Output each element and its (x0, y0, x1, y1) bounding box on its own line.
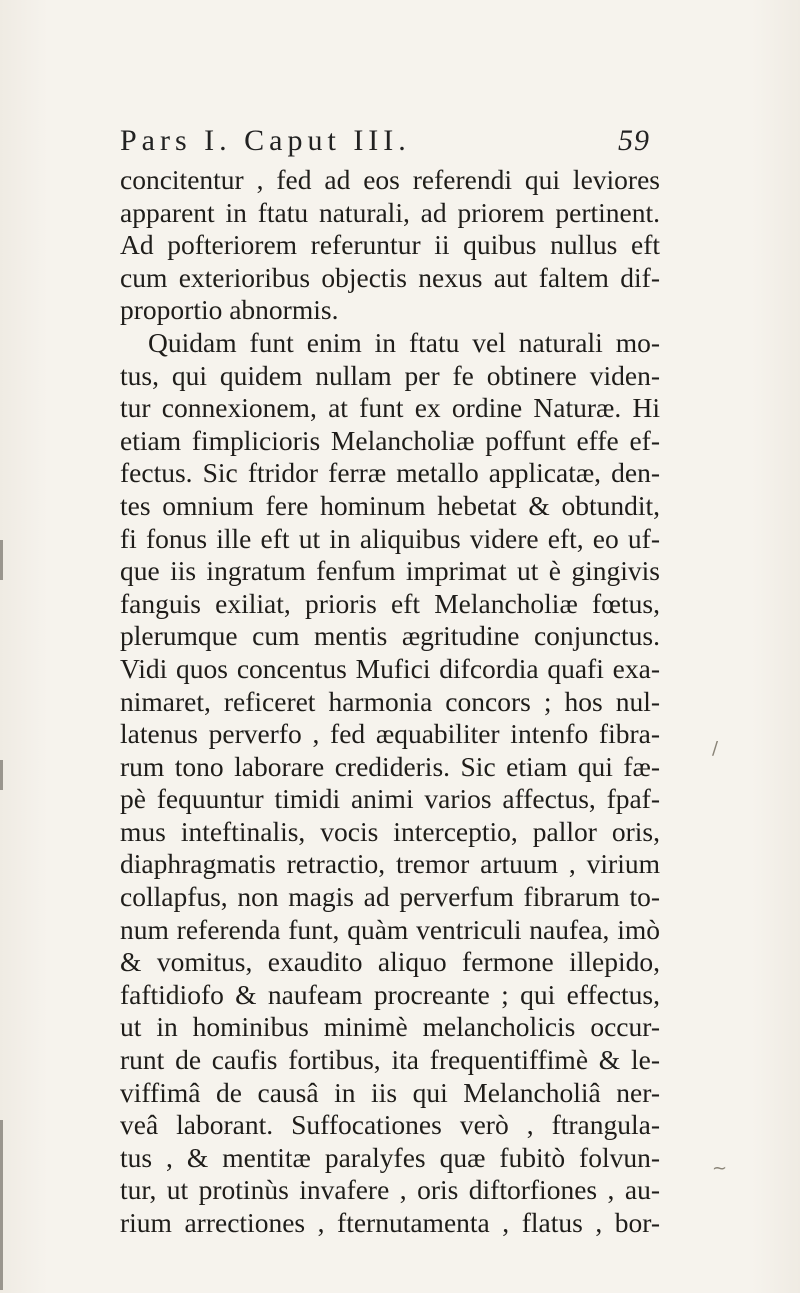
text-line: & vomitus, exaudito aliquo fermone illepido, (120, 946, 660, 978)
text-line: mus inteftinalis, vocis interceptio, pallor oris, (120, 815, 660, 847)
text-line: tur connexionem, at funt ex ordine Naturæ. Hi (120, 392, 660, 424)
text-line: latenus perverfo , fed æquabiliter intenfo fibra- (120, 718, 660, 750)
text-line: diaphragmatis retractio, tremor artuum , virium (120, 848, 660, 880)
text-line: viffimâ de causâ in iis qui Melancholiâ ner- (120, 1076, 660, 1108)
text-line: plerumque cum mentis ægritudine conjunctus. (120, 620, 660, 652)
text-line: rium arrectiones , fternutamenta , flatus , bor- (120, 1207, 660, 1238)
text-line: tus, qui quidem nullam per fe obtinere viden- (120, 359, 660, 391)
text-line: rum tono laborare credideris. Sic etiam qui fæ- (120, 750, 660, 782)
page-edge-shadow (0, 760, 3, 790)
text-line: collapfus, non magis ad perverfum fibrarum to- (120, 881, 660, 913)
running-title: Pars I. Caput III. (120, 124, 411, 157)
text-line: apparent in ftatu naturali, ad priorem pertinent. (120, 196, 660, 228)
text-line: Quidam funt enim in ftatu vel naturali mo- (148, 326, 660, 358)
text-line: cum exterioribus objectis nexus aut faltem dif- (120, 261, 660, 293)
page-edge-shadow (0, 1120, 3, 1290)
margin-pencil-mark: ~ (712, 1158, 728, 1179)
text-line: runt de caufis fortibus, ita frequentiffimè & le- (120, 1044, 660, 1076)
text-line: fectus. Sic ftridor ferræ metallo applicatæ, den- (120, 457, 660, 489)
text-line: num referenda funt, quàm ventriculi naufea, imò (120, 913, 660, 945)
text-line: Vidi quos concentus Mufici difcordia quafi exa- (120, 652, 660, 684)
margin-pencil-mark: / (712, 738, 719, 759)
text-line: nimaret, reficeret harmonia concors ; hos nul- (120, 685, 660, 717)
running-header (120, 124, 650, 160)
text-line: que iis ingratum fenfum imprimat ut è gingivis (120, 555, 660, 587)
text-line: tur, ut protinùs invafere , oris diftorfiones , au- (120, 1174, 660, 1206)
text-line: ut in hominibus minimè melancholicis occur- (120, 1011, 660, 1043)
page-edge-shadow (0, 540, 3, 580)
body-text (120, 164, 660, 1240)
text-line: faftidiofo & naufeam procreante ; qui effectus, (120, 978, 660, 1010)
text-line: fi fonus ille eft ut in aliquibus videre eft, eo uf- (120, 522, 660, 554)
text-line: Ad pofteriorem referuntur ii quibus nullus eft (120, 229, 660, 261)
text-line: fanguis exiliat, prioris eft Melancholiæ fœtus, (120, 587, 660, 619)
text-line: veâ laborant. Suffocationes verò , ftrangula- (120, 1109, 660, 1141)
text-line: tus , & mentitæ paralyfes quæ fubitò folvun- (120, 1141, 660, 1173)
text-line: tes omnium fere hominum hebetat & obtundit, (120, 489, 660, 521)
text-line: etiam fimplicioris Melancholiæ poffunt effe ef- (120, 424, 660, 456)
text-line: concitentur , fed ad eos referendi qui leviores (120, 164, 660, 195)
text-line: proportio abnormis. (120, 294, 339, 326)
page-number: 59 (618, 124, 650, 157)
text-line: pè fequuntur timidi animi varios affectus, fpaf- (120, 783, 660, 815)
